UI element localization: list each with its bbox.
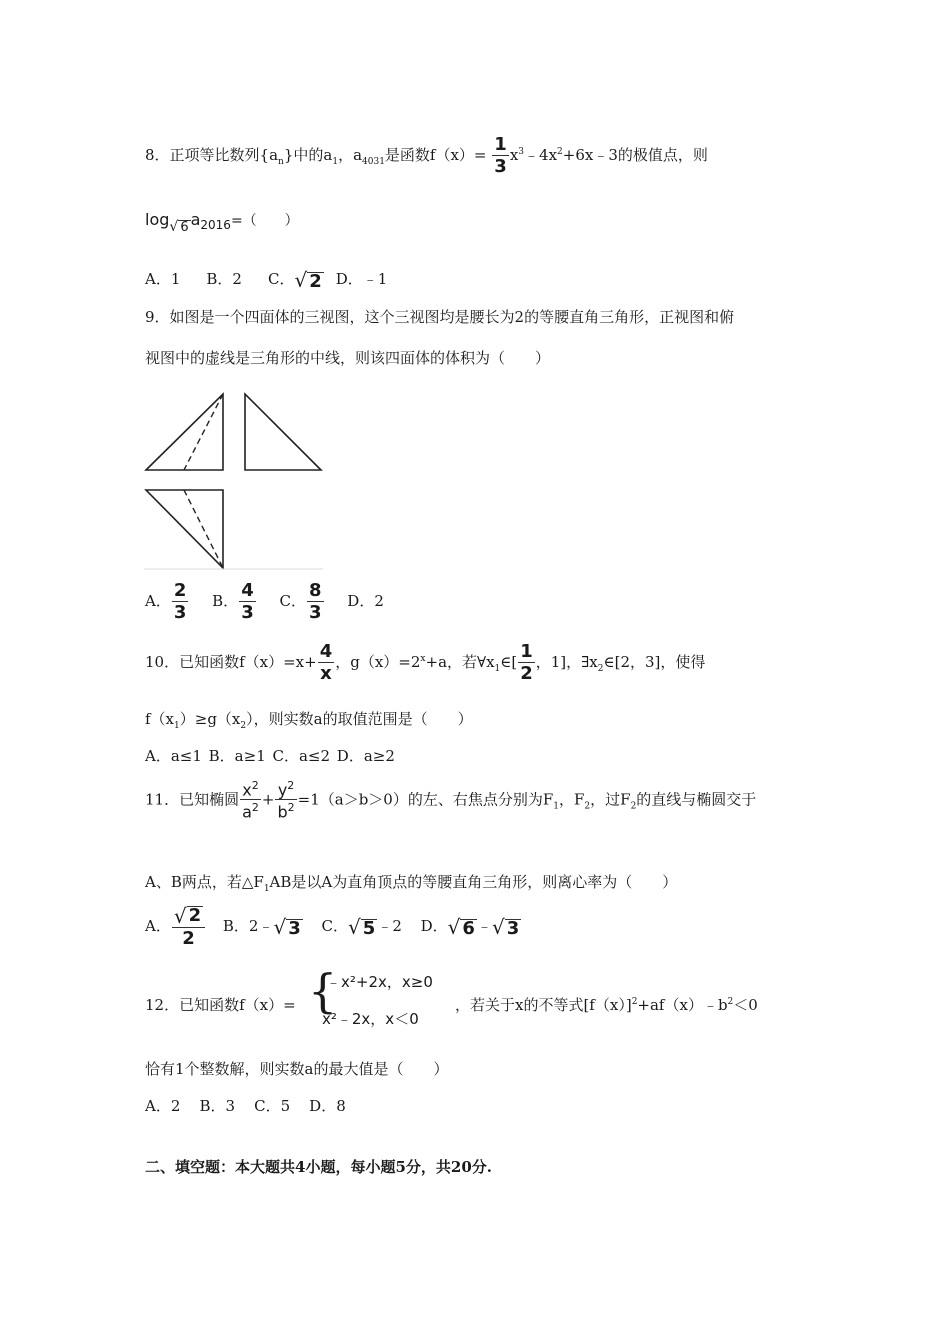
q12-line2: 恰有1个整数解，则实数a的最大值是（ ） (145, 1060, 449, 1078)
q12-case1: ﹣x²+2x，x≥0 (326, 973, 433, 991)
q10-options: A．a≤1 B．a≥1 C．a≤2 D．a≥2 (145, 747, 395, 765)
q11-line2: A、B两点，若$\triangle F_1AB$是以A为直角顶点的等腰直角三角形，则离心率为（ ） (145, 873, 678, 894)
q8-sqrt2: √ 2 (294, 268, 322, 293)
q10-line1: 10．已知函数f（x）=x+ $\frac{4}{x}$ ，$g(x)=2^x+a$，若$\forall x_1\in$[ $\frac{1}{2}$ ，1]，$\exists x_2\in[2$，3]，使得 (145, 641, 706, 684)
q9-options: A． $\frac{2}{3}$ B． $\frac{4}{3}$ C． $\frac{8}{3}$ D．2 (145, 580, 384, 623)
q12-options: A．2 B．3 C．5 D．8 (145, 1097, 346, 1115)
q8-fraction: $\frac{1}{3}$ (494, 134, 507, 177)
front-view-triangle (146, 394, 223, 470)
q8-options: A．1 B．2 C． √ 2 D．﹣1 (145, 268, 388, 293)
section-2-title: 二、填空题：本大题共4小题，每小题5分，共20分. (145, 1158, 492, 1176)
q12-case2: x²﹣2x，x＜0 (322, 1010, 419, 1028)
q12-line1-rest: ，若关于x的不等式$[f(x)]^2+af(x)﹣b^2<0$ (455, 996, 758, 1014)
q12-prefix: 12．已知函数f（x）= (145, 996, 296, 1014)
top-view-median (184, 490, 223, 568)
q9-line2: 视图中的虚线是三角形的中线，则该四面体的体积为（ ） (145, 349, 551, 367)
side-view-triangle (245, 394, 321, 470)
q8-line1: 8．正项等比数列$\{a_n\}$中的$a_1$，$a_{4031}$是函数f（x）= $\frac{1}{3}$ $x^3﹣4x^2+6x﹣3$的极值点，则 (145, 134, 708, 177)
q10-line2: $f(x_1)\ge g(x_2)$，则实数a的取值范围是（ ） (145, 710, 473, 731)
top-view-triangle (146, 490, 223, 568)
q11-options: A． √ 2 2 B．2﹣ √ 3 C． √ 5 ﹣2 D． √ 6 ﹣ √ 3 (145, 904, 520, 949)
q12-brace: { (308, 964, 338, 1018)
q9-line1: 9．如图是一个四面体的三视图，这个三视图均是腰长为2的等腰直角三角形，正视图和俯 (145, 308, 735, 326)
q11-line1: 11．已知椭圆 $\frac{x^2}{a^2}$ + $\frac{y^2}{b^2}$ =1（a＞b＞0）的左、右焦点分别为$F_1$，$F_2$，过$F_2$的直线与椭圆交于 (145, 779, 757, 822)
three-view-figure (143, 388, 325, 572)
q8-log-expression: log √ 6 $a_{2016}=$（ ） (145, 210, 299, 236)
front-view-median (184, 394, 223, 470)
